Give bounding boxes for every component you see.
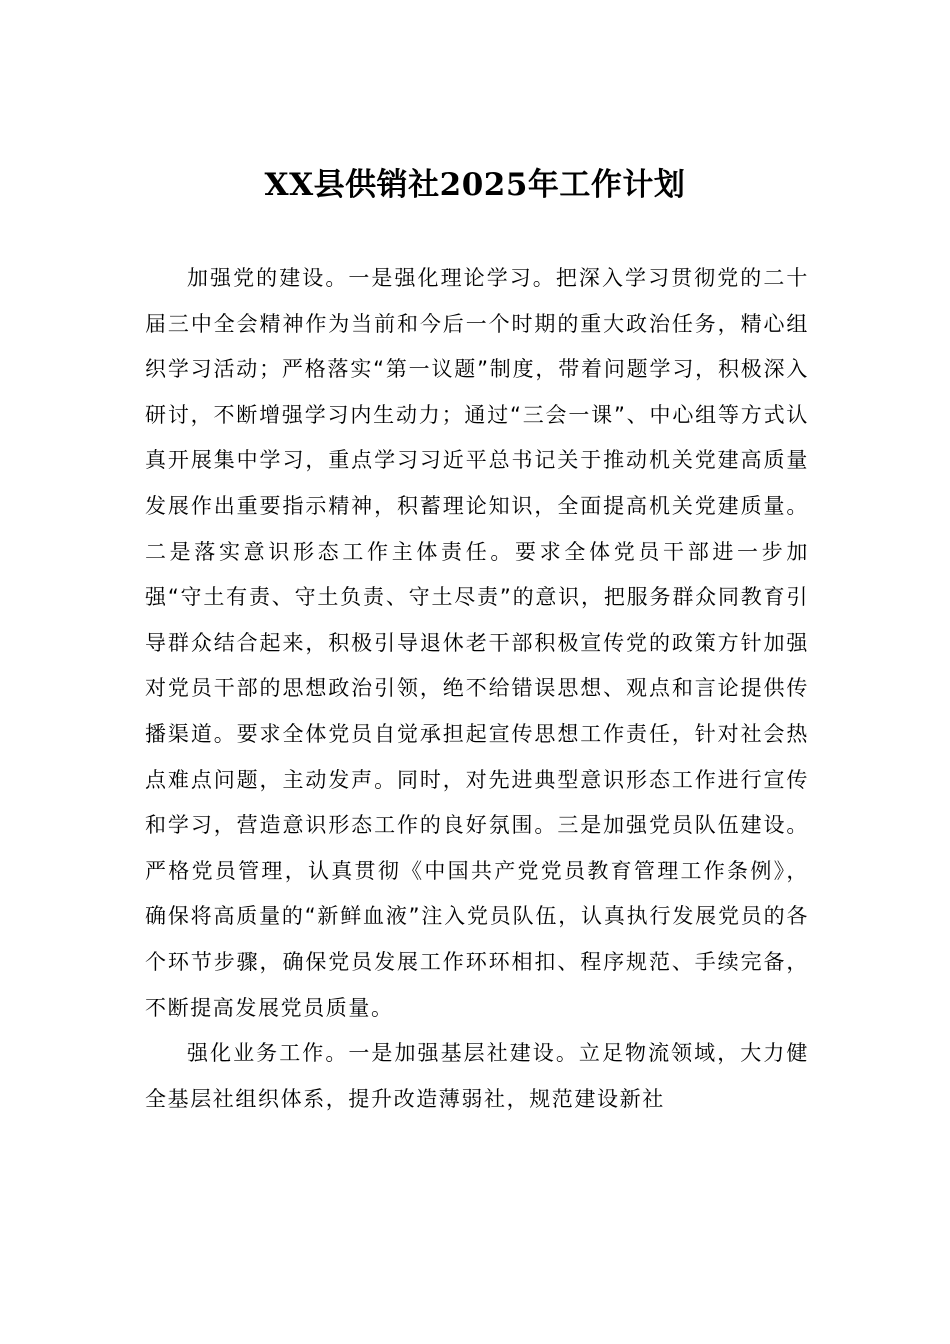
document-body: [145, 256, 809, 1122]
paragraph-business-work: 强化业务工作。一是加强基层社建设。立足物流领域，大力健全基层社组织体系，提升改造薄弱社，规范建设新社: [145, 1041, 809, 1111]
paragraph-party-building: 加强党的建设。一是强化理论学习。把深入学习贯彻党的二十届三中全会精神作为当前和今后一个时期的重大政治任务，精心组织学习活动；严格落实“第一议题”制度，带着问题学习，积极深入研讨，不断增强学习内生动力；通过“三会一课”、中心组等方式认真开展集中学习，重点学习习近平总书记关于推动机关党建高质量发展作出重要指示精神，积蓄理论知识，全面提高机关党建质量。二是落实意识形态工作主体责任。要求全体党员干部进一步加强“守土有责、守土负责、守土尽责”的意识，把服务群众同教育引导群众结合起来，积极引导退休老干部积极宣传党的政策方针加强对党员干部的思想政治引领，绝不给错误思想、观点和言论提供传播渠道。要求全体党员自觉承担起宣传思想工作责任，针对社会热点难点问题，主动发声。同时，对先进典型意识形态工作进行宣传和学习，营造意识形态工作的良好氛围。三是加强党员队伍建设。严格党员管理，认真贯彻《中国共产党党员教育管理工作条例》，确保将高质量的“新鲜血液”注入党员队伍，认真执行发展党员的各个环节步骤，确保党员发展工作环环相扣、程序规范、手续完备，不断提高发展党员质量。: [145, 266, 809, 1020]
document-title: XX县供销社2025年工作计划: [264, 167, 686, 203]
